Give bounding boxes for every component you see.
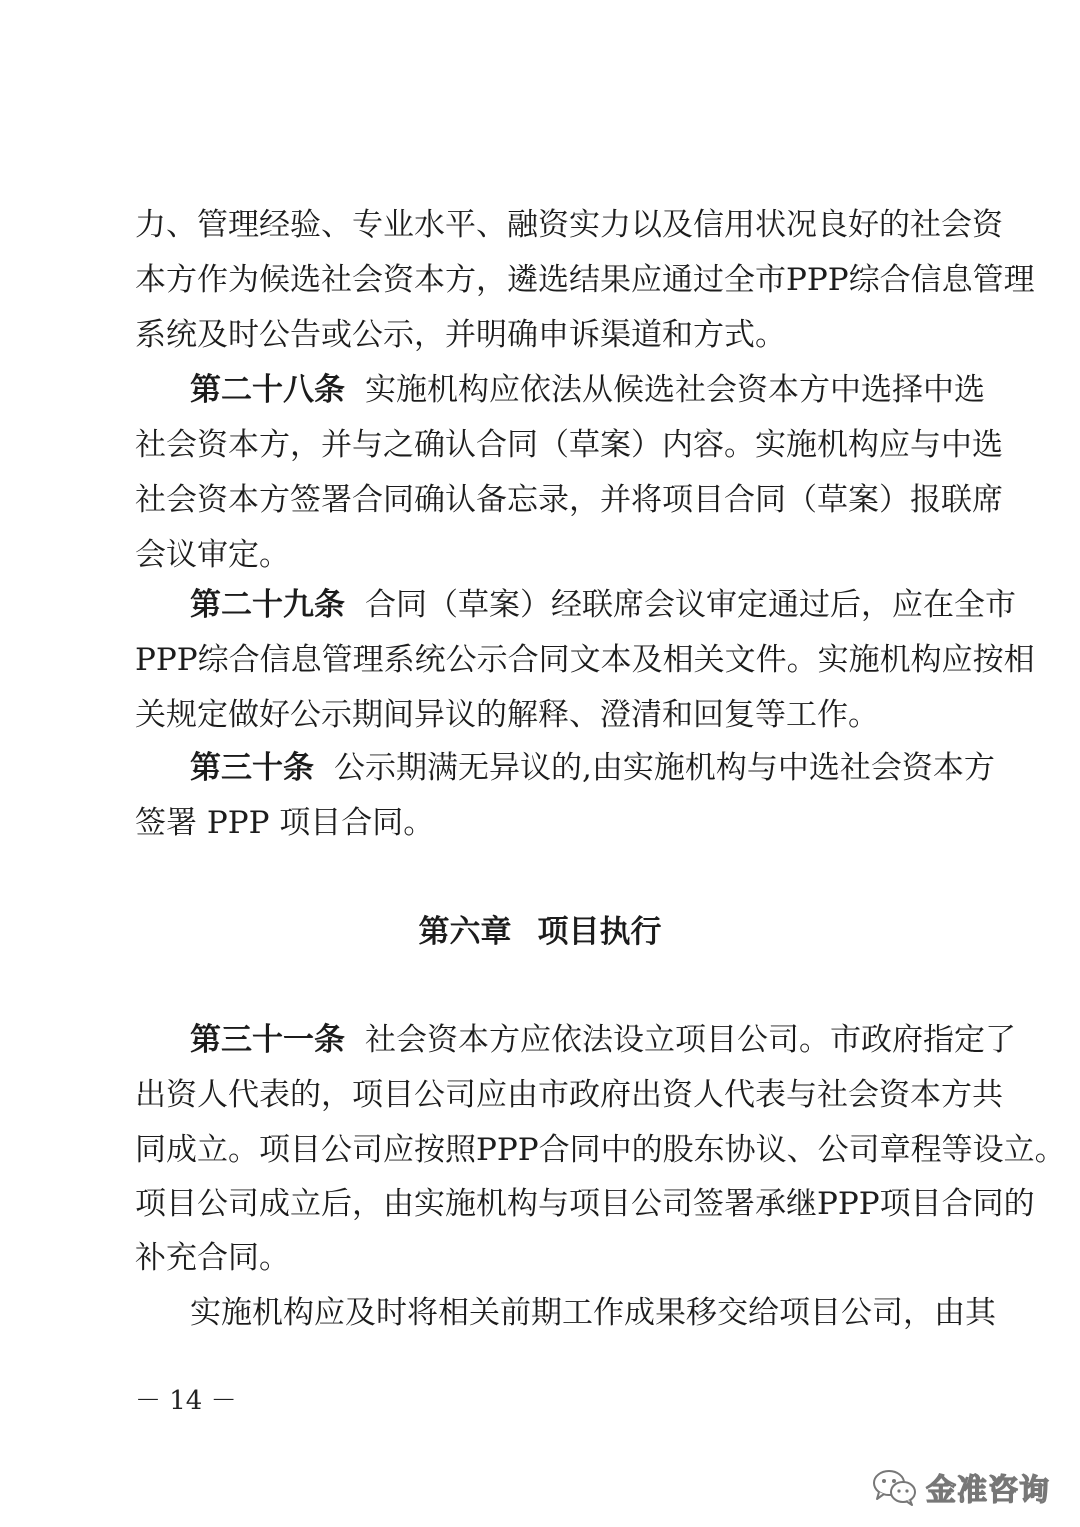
article-text: 社会资本方应依法设立项目公司。市政府指定了: [365, 1022, 1016, 1058]
watermark-text: 金准咨询: [926, 1473, 1050, 1508]
paragraph-line: 系统及时公告或公示，并明确申诉渠道和方式。: [135, 317, 786, 353]
paragraph-line: 实施机构应及时将相关前期工作成果移交给项目公司，由其: [190, 1295, 996, 1331]
paragraph-line: 关规定做好公示期间异议的解释、澄清和回复等工作。: [135, 697, 879, 733]
wechat-icon: [872, 1468, 918, 1506]
article-text: 公示期满无异议的,由实施机构与中选社会资本方: [334, 750, 995, 786]
paragraph-line: 项目公司成立后，由实施机构与项目公司签署承继PPP项目合同的: [135, 1186, 1035, 1222]
paragraph-line: 补充合同。: [135, 1240, 290, 1276]
article-text: 实施机构应依法从候选社会资本方中选择中选: [365, 372, 985, 408]
article-number: 第二十九条: [190, 587, 345, 623]
watermark: [872, 1467, 1050, 1507]
article-number: 第三十条: [190, 750, 314, 786]
paragraph-line: 本方作为候选社会资本方，遴选结果应通过全市PPP综合信息管理: [135, 262, 1035, 298]
chapter-number: 第六章: [418, 914, 512, 950]
article-first-line: [190, 370, 985, 410]
paragraph-line: 签署 PPP 项目合同。: [135, 805, 435, 841]
paragraph-line: 社会资本方，并与之确认合同（草案）内容。实施机构应与中选: [135, 427, 1003, 463]
article-first-line: [190, 1020, 1016, 1060]
article-number: 第二十八条: [190, 372, 345, 408]
paragraph-line: 出资人代表的，项目公司应由市政府出资人代表与社会资本方共: [135, 1077, 1003, 1113]
article-first-line: [190, 585, 1016, 625]
article-first-line: [190, 748, 995, 788]
paragraph-line: 同成立。项目公司应按照PPP合同中的股东协议、公司章程等设立。: [135, 1132, 1066, 1168]
paragraph-line: PPP综合信息管理系统公示合同文本及相关文件。实施机构应按相: [135, 642, 1035, 678]
chapter-heading: [0, 910, 1080, 954]
paragraph-line: 社会资本方签署合同确认备忘录，并将项目合同（草案）报联席: [135, 482, 1003, 518]
article-text: 合同（草案）经联席会议审定通过后，应在全市: [365, 587, 1016, 623]
article-number: 第三十一条: [190, 1022, 345, 1058]
paragraph-line: 力、管理经验、专业水平、融资实力以及信用状况良好的社会资: [135, 207, 1003, 243]
page-number: － 14 －: [135, 1386, 237, 1416]
chapter-title: 项目执行: [537, 914, 662, 950]
paragraph-line: 会议审定。: [135, 537, 290, 573]
